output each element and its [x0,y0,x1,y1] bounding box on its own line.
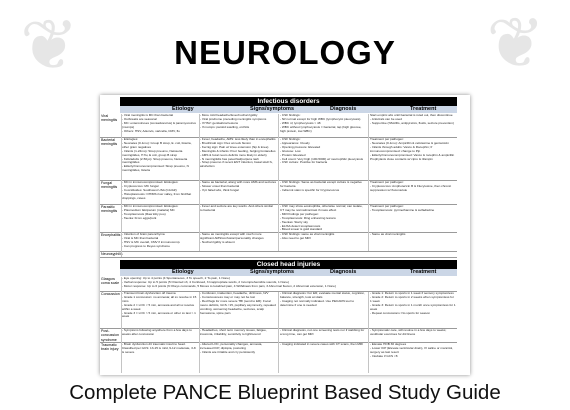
column-divider [121,114,122,257]
table-cell: - Same as viral meningitis [370,232,406,236]
table-cell: - Grade 1: Return to sports in 1 week if sensory symptomless - Grade 2: Return to sports in 2 weeks when symptomless for 1 week - Grade 3: Return to sports in 1 month once symptomless for 1 week - Repeat concussions: No sports for season [370,291,456,315]
table-cell: - CSF findings: - Appearance: Cloudy - Opening pressure: Elevated - Glucose: Low - Protein: Elevated - Cell count: Very high (100-5000) w/ neutrophilic pleocytosis - CSF culture: Positive for bacteria [280,137,364,165]
col-header-treatment: Treatment [410,269,437,275]
table-cell: Treatment per pathogen: - Cryptococcus: Amphotericin B & Flucytosine, then chronic suppression w/ fluconazole [370,180,452,192]
row-divider [100,251,457,252]
table-cell: - Confusion, inattention, headache, dizziness, N/V - Consciousness may or may not be lost - Red flags for more severe TBI (send to ER): Focal neuro deficits, GCS <15, pupillary asymmetry, repeated vomiting, worsening headache, seizures, scalp hematoma, spine pain [200,291,276,315]
row-label: Viral meningitis [101,114,118,123]
row-label: Neurosyphilis [101,252,123,256]
page-title: NEUROLOGY [174,34,396,71]
column-divider [199,292,200,373]
table-cell: - Clinical diagnosis, not one screening tests nor if stabbing for a long time, can get MRI [280,328,365,336]
column-header-row [120,269,457,276]
table-cell: - MC in immunocompromised. Etiologies: - Plasmodium falciparum (malaria) MC - Toxoplasmosis (Raw kitty poo) - Taenia: From eggs/pork [122,204,179,220]
col-header-diagnosis: Diagnosis [330,269,357,275]
row-label: Fungal meningitis [101,181,118,190]
table-cell: - Altered LOC, personality changes, amnesia, increased ICP, diplopia, posturing - Infants are irritable and cry persistently [200,342,263,354]
table-cell: - Same as bacterial, along with more AMS and seizures - Slower onset than bacterial - If pt failed abx, think fungal [200,180,277,192]
page-caption: Complete PANCE Blueprint Based Study Guide [69,381,501,404]
table-cell: - Eye opening: Up to 4 points (4 Spontaneous, 3 To speech, 2 To pain, 1 None) - Verbal response: Up to 5 points (5 Oriented x3, 4 Confused, 3 Inappropriate words, 2 Incomprehensible sounds, 1 None) - Motor response: Up to 6 points (6 Obeys commands, 5 Moves to localized pain, 4 Withdraws from pain, 3 Abnormal flexion, 2 Abnormal extension, 1 None) [122,276,336,288]
table-cell: - CSF may show eosinophilia, otherwise normal; can isolate, CT may be normal/contrast if mass effect - MRI findings per pathogen: - Toxoplasmosis: Ring enhancing lesions - Taenias: Starry sky - ELISA detect toxoplasmosis - Blood smear is gold standard [280,204,363,232]
table-cell: - Viral meningitis is MC than bacterial - Outbreaks are seasonal - MC: enteroviruses (coxsackievirus) & paramyxovirus (mumps) - Others: HSV, Adenvis, varicella, CMV, flu [122,113,196,133]
decorative-flourish-left: ❦ [20,4,79,86]
column-divider [121,277,122,373]
table-cell: - Symptoms following anywhere from a few days to weeks after concussion [122,328,192,336]
table-cell: Treatment per pathogen: - Neonates (0-1mo): Ampicillin & cefotaxime & gentamicin - Infants through adults: Vanco & Rocephin; If immunocompromised: change to Pip - Elderly/immunocompromised: Vanco & rocephin & ampicillin Prophylaxis close contacts w/ cipro & rifampin [370,137,455,161]
table-cell: Start empiric abx until bacterial is ruled out, then discontinue - Antivirals can be used - Supportive (NSAIDs, antipyretics, fluids, seizure prevention) [370,113,454,125]
row-label: Concussion [101,292,120,296]
row-label: Parasitic meningitis [101,205,118,214]
table-cell: - Same as meningitis except with much more significant AMS/confusion/personality changes - Nuchal rigidity is absent [200,232,264,244]
table-cell: - Transient brain dysfunction d/t trauma - Grade 1 concussion: no amnesia; all sx resolve in 15 mins - Grade 2 = LOC < 5 min, amnesia and all sx resolve within a week - Grade 3 = LOC > 5 min, amnesia or other sx last > 1 week [122,291,197,319]
table-cell: - Symptomatic care, will resolve in a few days to weeks; vestibular exercises for dizziness [370,328,447,336]
table-cell: - Elevate HOB 30 degrees - Lower ICP (Elevate ventricular drain), IV saline or mannitol, surgery as last resort - Intubate if GCS <8 [370,342,453,358]
table-cell: - Clinical diagnosis: For ER, evaluate mental status, cognition, balance, strength, look at vitals - Imaging not normally indicated. Use PECARN tool to determine if one is needed [280,291,365,307]
table-cell: - Headaches, short term memory issues, fatigue, insomnia, irritability, sensitivity to light/sound [200,328,267,336]
table-cell: - Infection of brain parenchyma - Viral is MC than bacterial - HSV is MC overall, CMV if immunocomp. - Can progress to Reyes syndrome [122,232,181,248]
col-header-treatment: Treatment [410,106,437,112]
table-cell: - Fever, headache, AMS: less likely than in encephalitis - Brudzinski sign: Flex at neck flexion - Kernig sign: Pain w/ knee extension (hip & knee) - Meningitis & infants: Poor feeding, bulging fontanelles - AMS & focal neuro deficits more likely in elderly - N meningitidis has petechial/purpura rash - Strep pneumo if recent ENT infection, basal skull fx, alcoholism [200,137,276,169]
section-title-infectious: Infectious disorders [120,97,457,106]
table-cell: - Fever and seizure are key words. And others similar to bacterial [200,204,274,212]
table-cell: - Imaging indicated in severe cases with CT scans, then MRI [280,342,363,346]
table-cell: - MC in immunocompromised. Etiologies: - Cryptococcus: MC fungal - Coccidioides: Southwest USA (CA/AZ) - Histoplasmosis: OH/MS river valley, from bird/bat droppings, caves [122,180,192,200]
row-divider [100,257,457,258]
row-label: Bacterial meningitis [101,138,118,147]
row-label: Glasgow coma scale [101,277,120,286]
decorative-flourish-right: ❦ [486,2,545,84]
table-cell: - More mild headache/fever/nuchal rigidity - Viral prodrome preceding meningitis symptoms - If HSV: genital/oral lesions - If mumps: parotid swelling, orchitis [200,113,267,129]
col-header-diagnosis: Diagnosis [330,106,357,112]
study-guide-sheet [100,95,470,375]
col-header-etiology: Etiology [172,106,194,112]
col-header-signs: Signs/symptoms [250,269,295,275]
table-cell: Treatment per pathogen: - Toxoplasmosis: pyrimethamine & sulfadiazine [370,204,435,212]
column-divider [278,292,279,373]
column-divider [278,114,279,251]
table-cell: - CSF findings: Same as bacterial except culture is negative for bacteria - India ink stain is specific for Cryptococcus [280,180,362,192]
table-cell: - Etiologies: - Neonates (0-1mo): Group B strep, E. coli, listeria, other gram negatives - Infants (1-24mo): Strep pneumo, Neisseria meningitides, H flu, E coli, group B strep - Kids/adults (2-50yo): Strep pneumo, Neisseria meningitides - Elderly/immunocompromised: Strep pneumo, N meningitides, listeria [122,137,192,173]
row-label: Traumatic brain injury [101,343,119,352]
column-divider [368,292,369,373]
column-divider [368,114,369,251]
table-cell: - Brain dysfunction d/t traumatic insult to head. Classified per GCS: 13-15 is mild, 9-12 moderate, 3-8 is severe [122,342,196,354]
row-label: Post-concussion syndrome [101,329,119,342]
column-header-row [120,106,457,113]
column-divider [199,114,200,251]
col-header-signs: Signs/symptoms [250,106,295,112]
col-header-etiology: Etiology [172,269,194,275]
section-title-head-injuries: Closed head injuries [120,260,457,269]
row-label: Encephalitis [101,233,121,237]
table-cell: - CSF findings: - Nl/ normal except for high WBC (lymphocytic pleocytosis) - WBC nl; lymphocytosis > 48 - WBC without lymphocytosis = bacterial, tap (high glucose, high protein, low WBC) [280,113,362,133]
table-cell: - CSF findings: same as viral meningitis - Also need to get MRI [280,232,335,240]
